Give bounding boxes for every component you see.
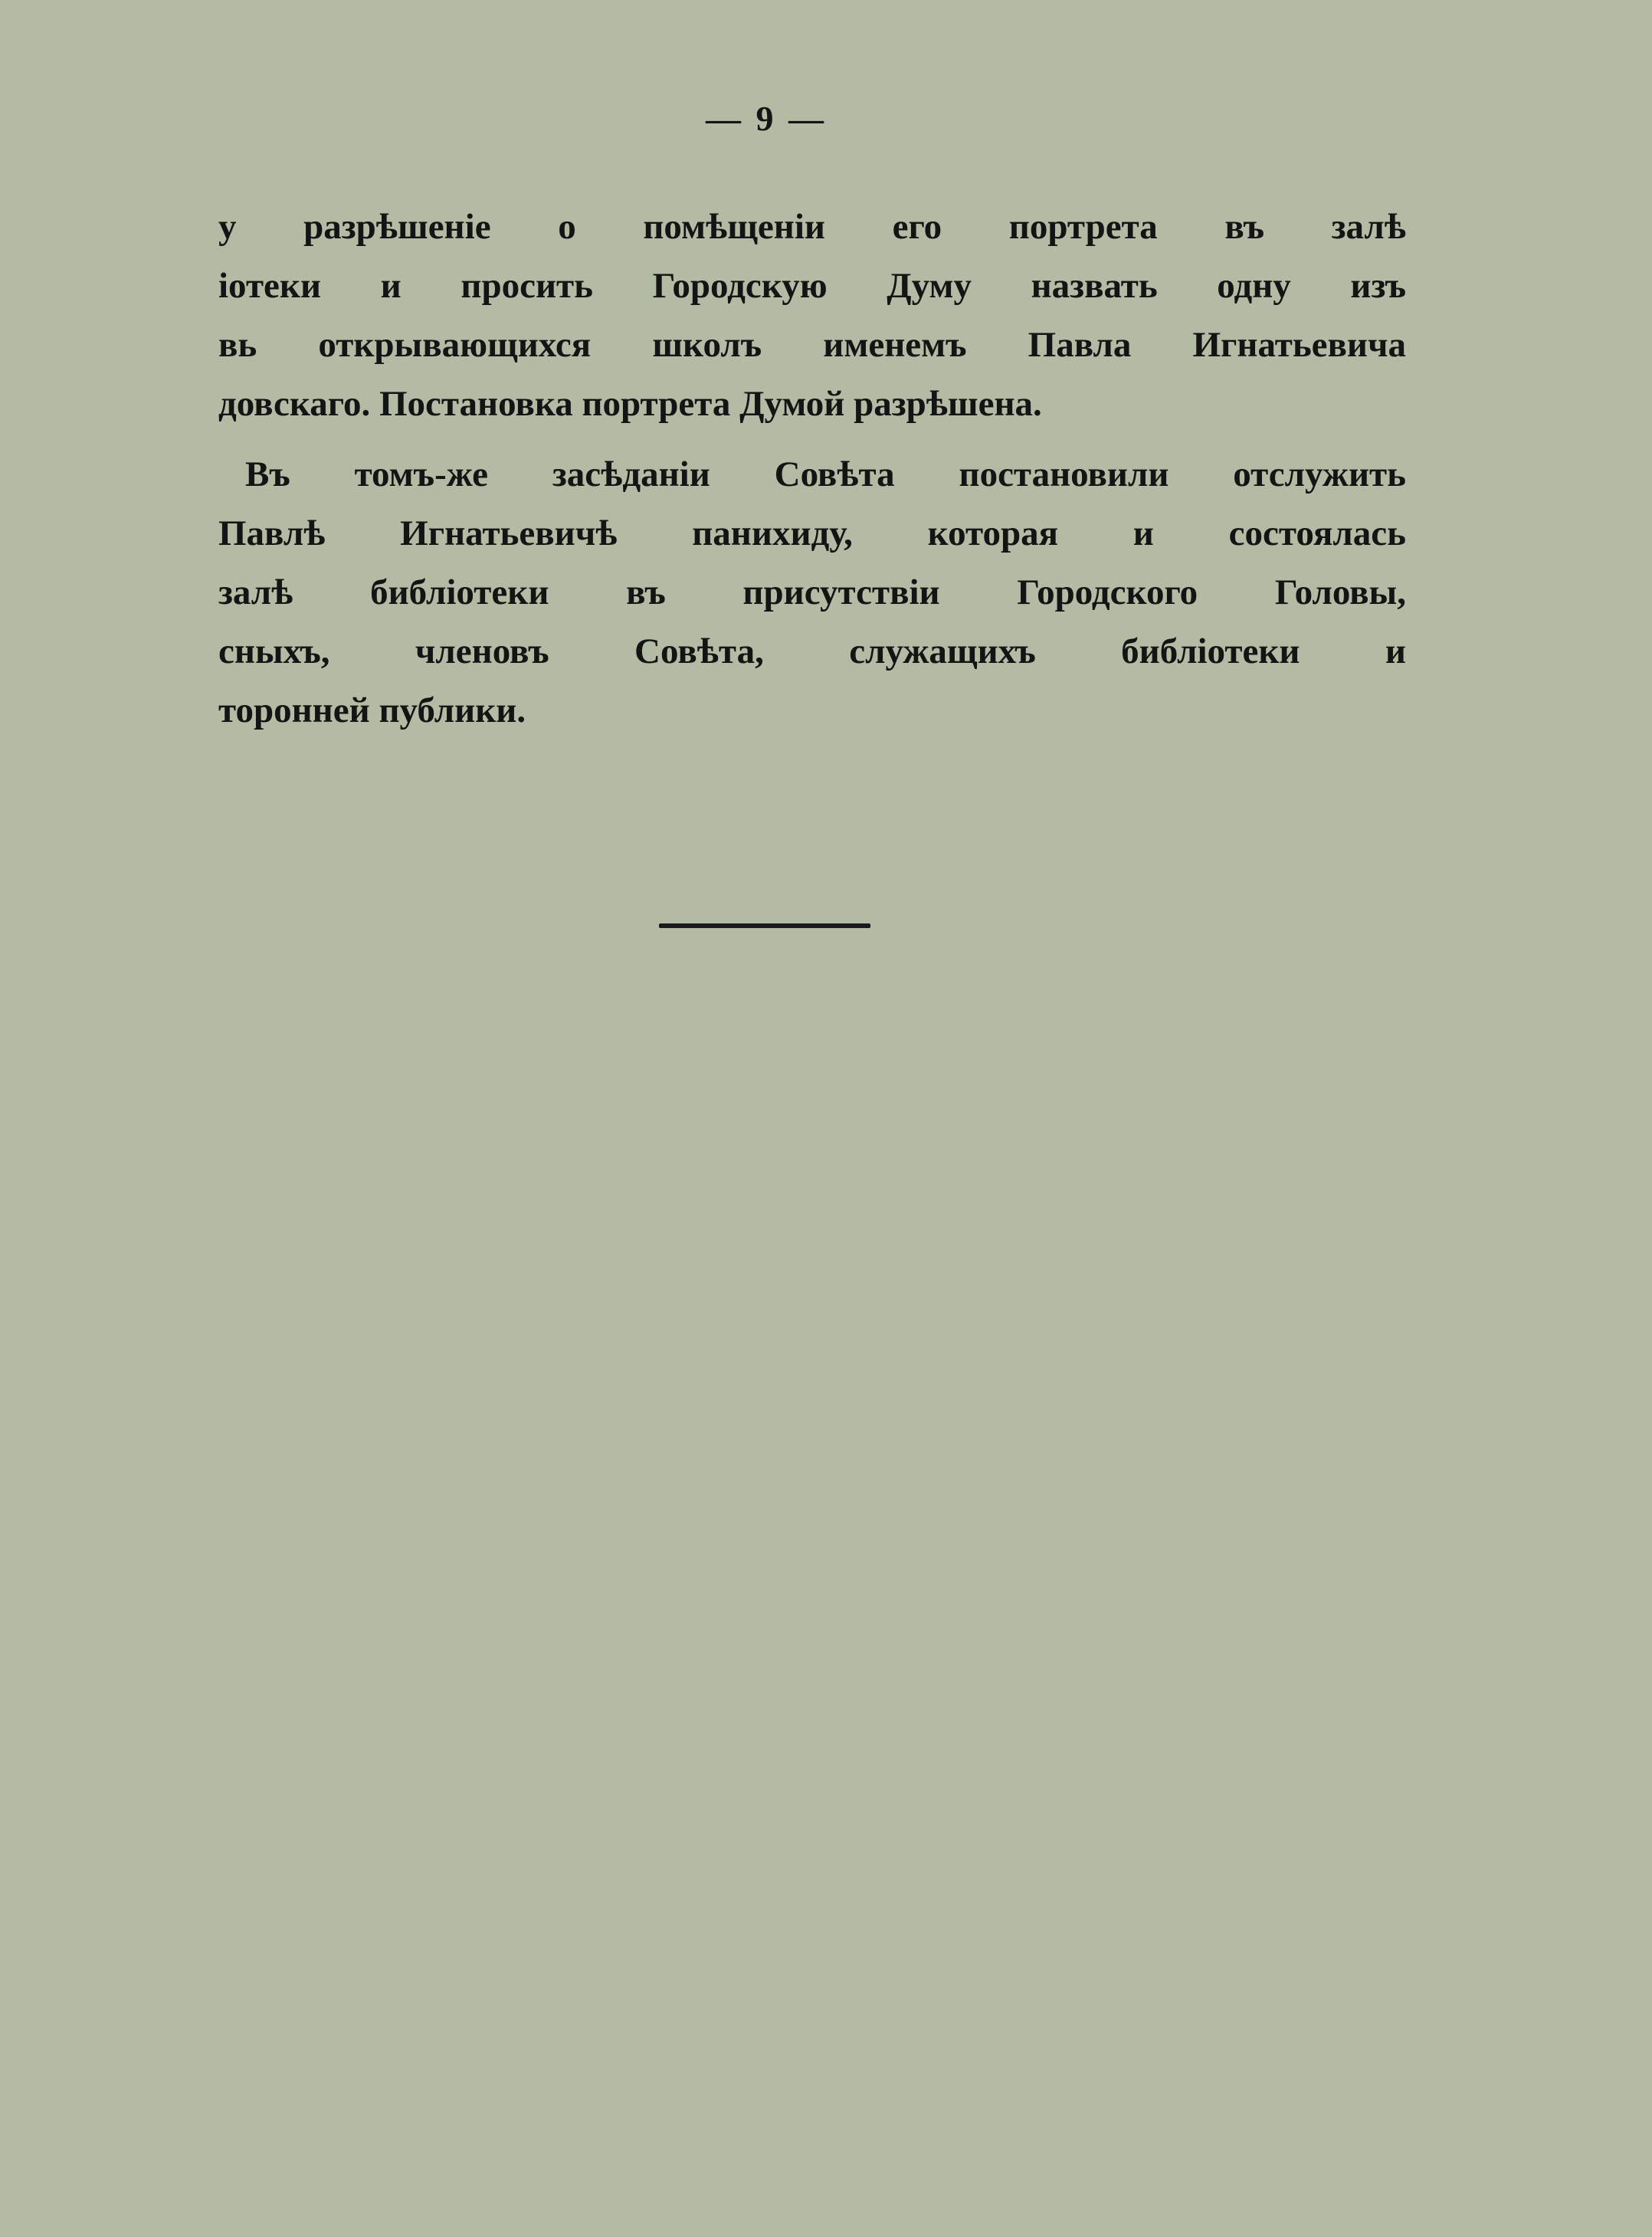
text-line: сныхъ, членовъ Совѣта, служащихъ библіотеки и xyxy=(218,631,1406,671)
paragraph-1 xyxy=(218,198,1406,434)
text-line: довскаго. Постановка портрета Думой разрѣшена. xyxy=(218,384,1042,424)
text-line: у разрѣшеніе о помѣщеніи его портрета въ залѣ xyxy=(218,207,1406,247)
paragraph-2 xyxy=(218,445,1406,740)
text-line: іотеки и просить Городскую Думу назвать одну изъ xyxy=(218,266,1406,306)
text-line: торонней публики. xyxy=(218,690,526,730)
end-separator-rule xyxy=(659,923,870,928)
text-line: вь открывающихся школъ именемъ Павла Игнатьевича xyxy=(218,325,1406,365)
text-line: залѣ библіотеки въ присутствіи Городского Головы, xyxy=(218,572,1406,612)
page-number: — 9 — xyxy=(706,99,827,138)
text-line: Въ томъ-же засѣданіи Совѣта постановили отслужить xyxy=(245,454,1406,494)
text-line: Павлѣ Игнатьевичѣ панихиду, которая и состоялась xyxy=(218,513,1406,553)
